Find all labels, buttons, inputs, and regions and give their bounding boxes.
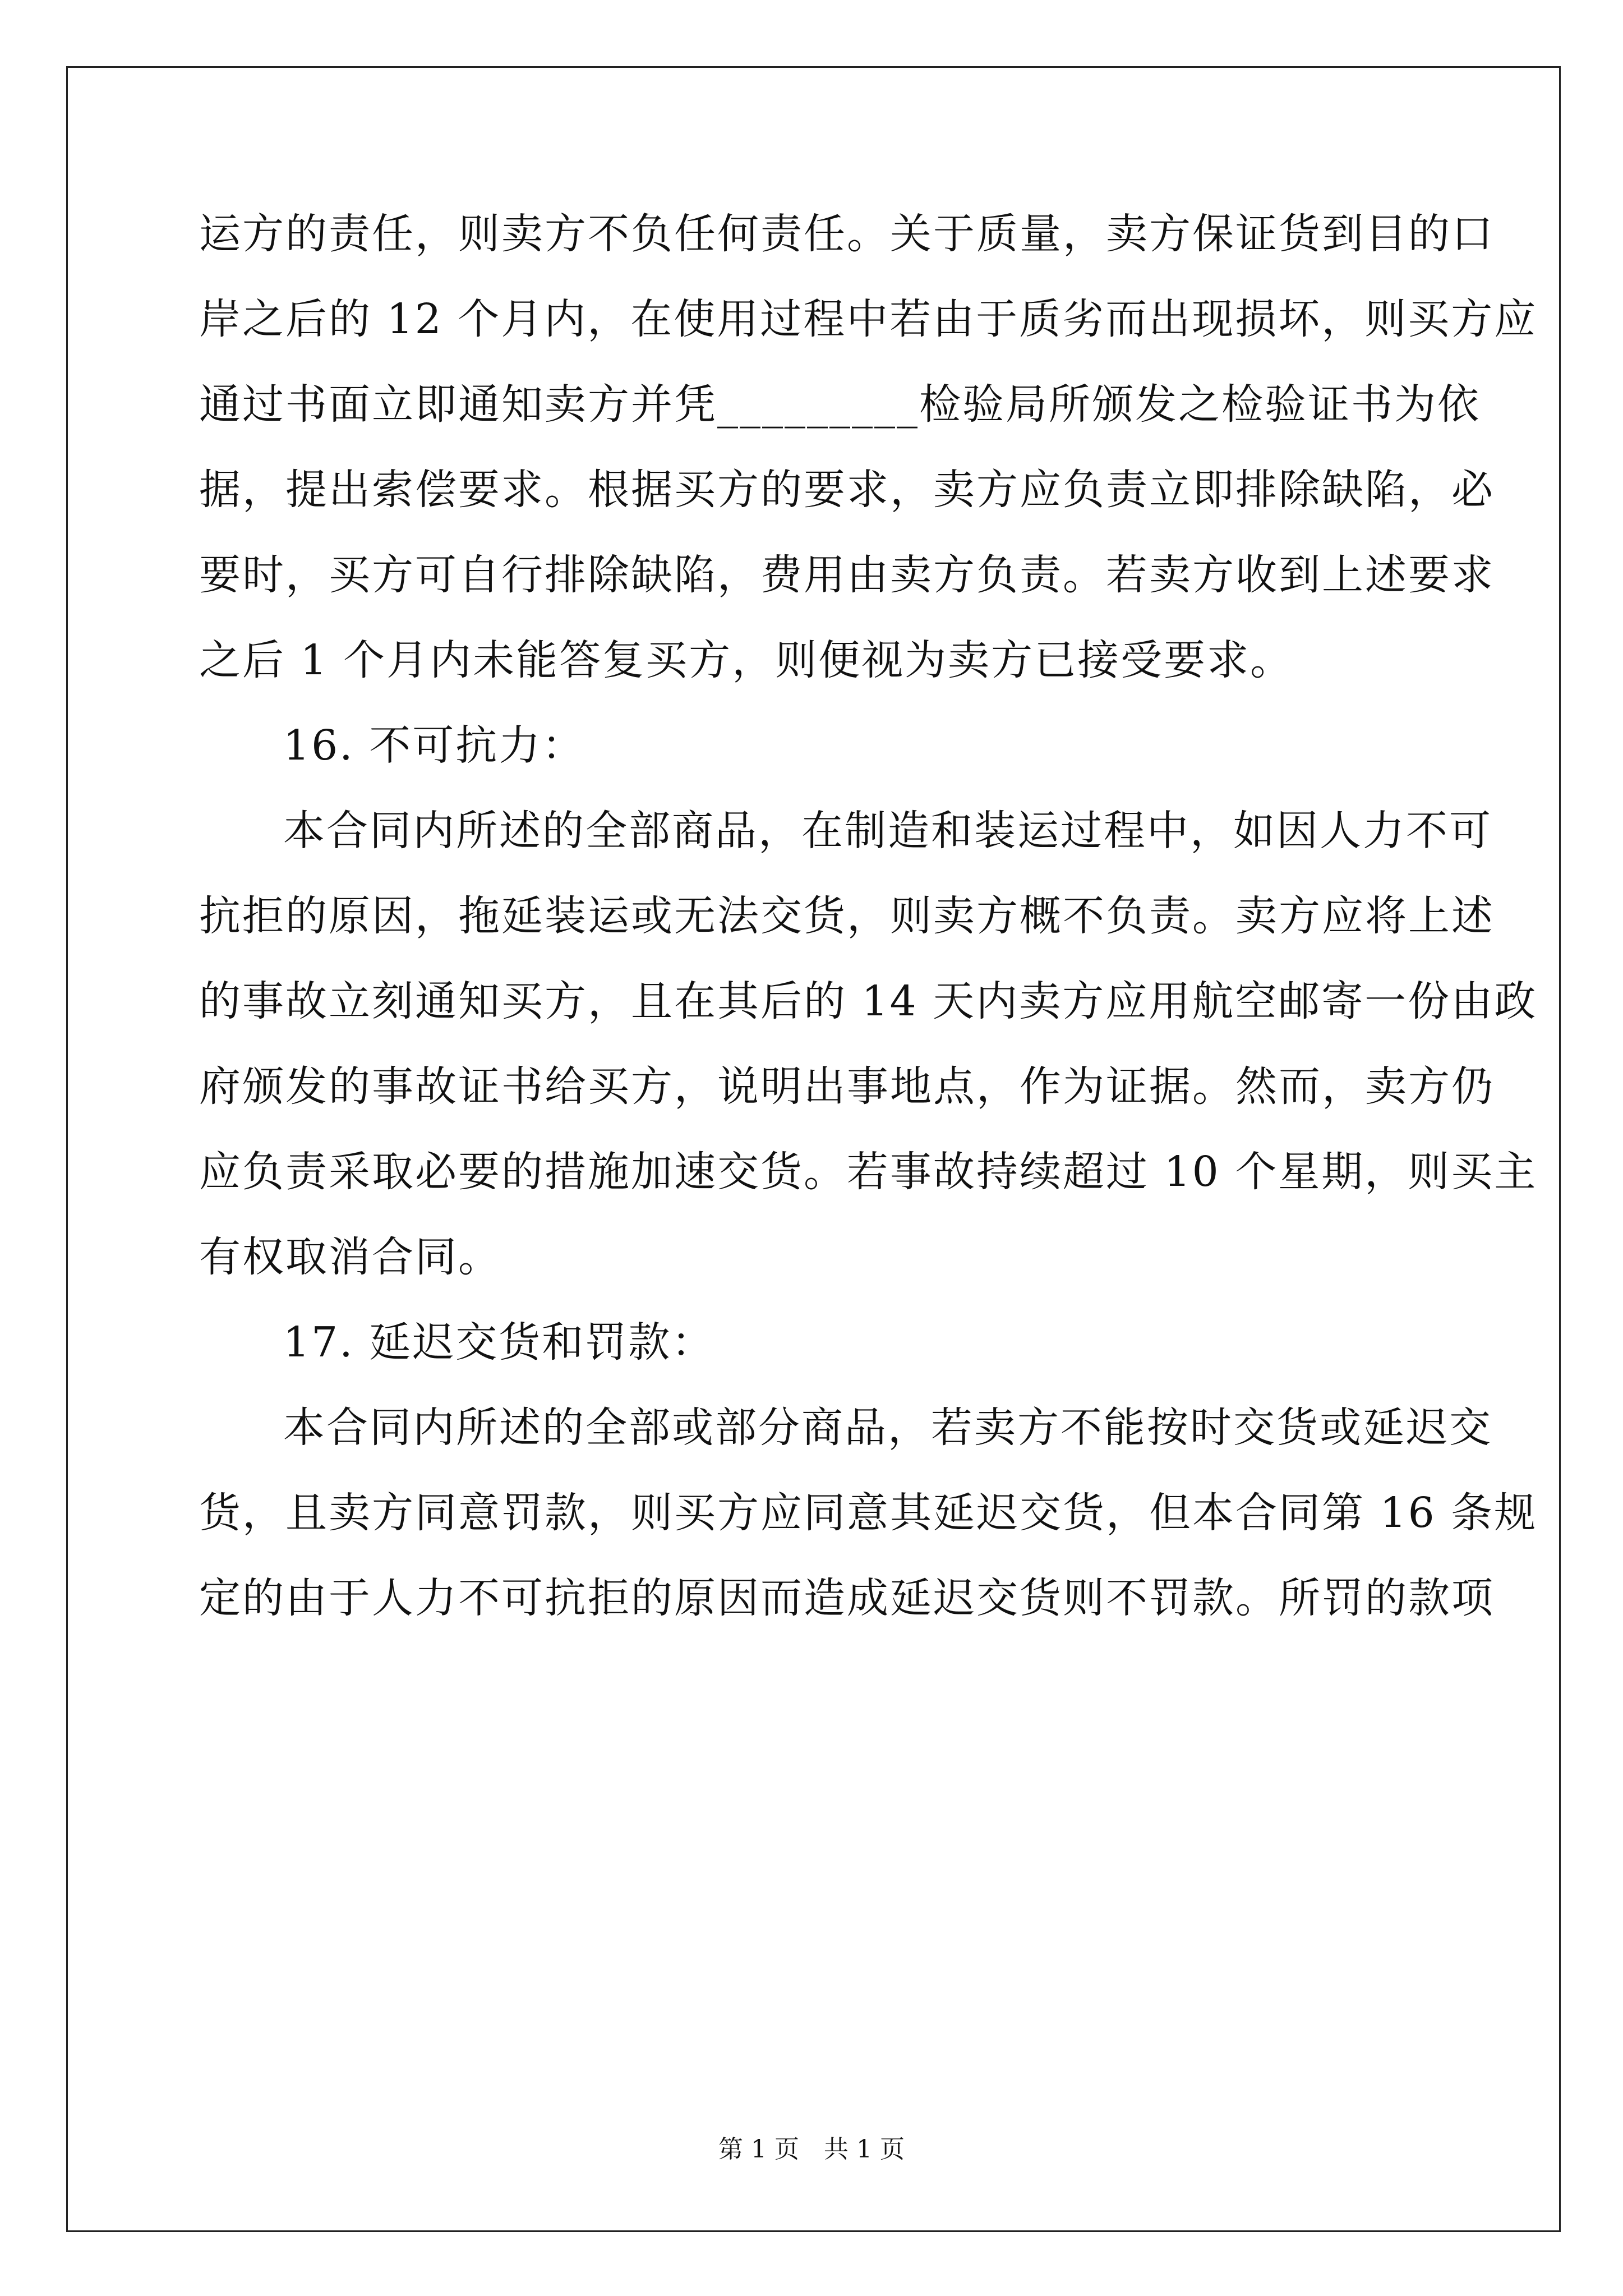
body-line: 府颁发的事故证书给买方，说明出事地点，作为证据。然而，卖方仍: [199, 1062, 1495, 1111]
body-line: 货，且卖方同意罚款，则买方应同意其延迟交货，但本合同第 16 条规: [199, 1489, 1538, 1537]
body-line: 应负责采取必要的措施加速交货。若事故持续超过 10 个星期，则买主: [199, 1148, 1538, 1196]
body-line: 要时，买方可自行排除缺陷，费用由卖方负责。若卖方收到上述要求: [199, 551, 1495, 599]
body-line: 本合同内所述的全部商品，在制造和装运过程中，如因人力不可: [283, 807, 1492, 855]
body-line: 定的由于人力不可抗拒的原因而造成延迟交货则不罚款。所罚的款项: [199, 1574, 1495, 1622]
page-footer: 第 1 页 共 1 页: [718, 2135, 905, 2164]
body-line: 有权取消合同。: [199, 1233, 501, 1281]
section-heading-17: 17. 延迟交货和罚款：: [283, 1318, 715, 1366]
body-line: 抗拒的原因，拖延装运或无法交货，则卖方概不负责。卖方应将上述: [199, 892, 1495, 940]
document-body: [199, 210, 1538, 1663]
body-line: 据，提出索偿要求。根据买方的要求，卖方应负责立即排除缺陷，必: [199, 466, 1495, 514]
body-line: 之后 1 个月内未能答复买方，则便视为卖方已接受要求。: [199, 636, 1294, 684]
body-line: 岸之后的 12 个月内，在使用过程中若由于质劣而出现损坏，则买方应: [199, 295, 1538, 343]
body-line: 运方的责任，则卖方不负任何责任。关于质量，卖方保证货到目的口: [199, 210, 1495, 258]
section-heading-16: 16. 不可抗力：: [283, 721, 585, 770]
body-line: 通过书面立即通知卖方并凭_________检验局所颁发之检验证书为依: [199, 380, 1481, 429]
body-line: 本合同内所述的全部或部分商品，若卖方不能按时交货或延迟交: [283, 1404, 1492, 1452]
body-line: 的事故立刻通知买方，且在其后的 14 天内卖方应用航空邮寄一份由政: [199, 977, 1538, 1025]
